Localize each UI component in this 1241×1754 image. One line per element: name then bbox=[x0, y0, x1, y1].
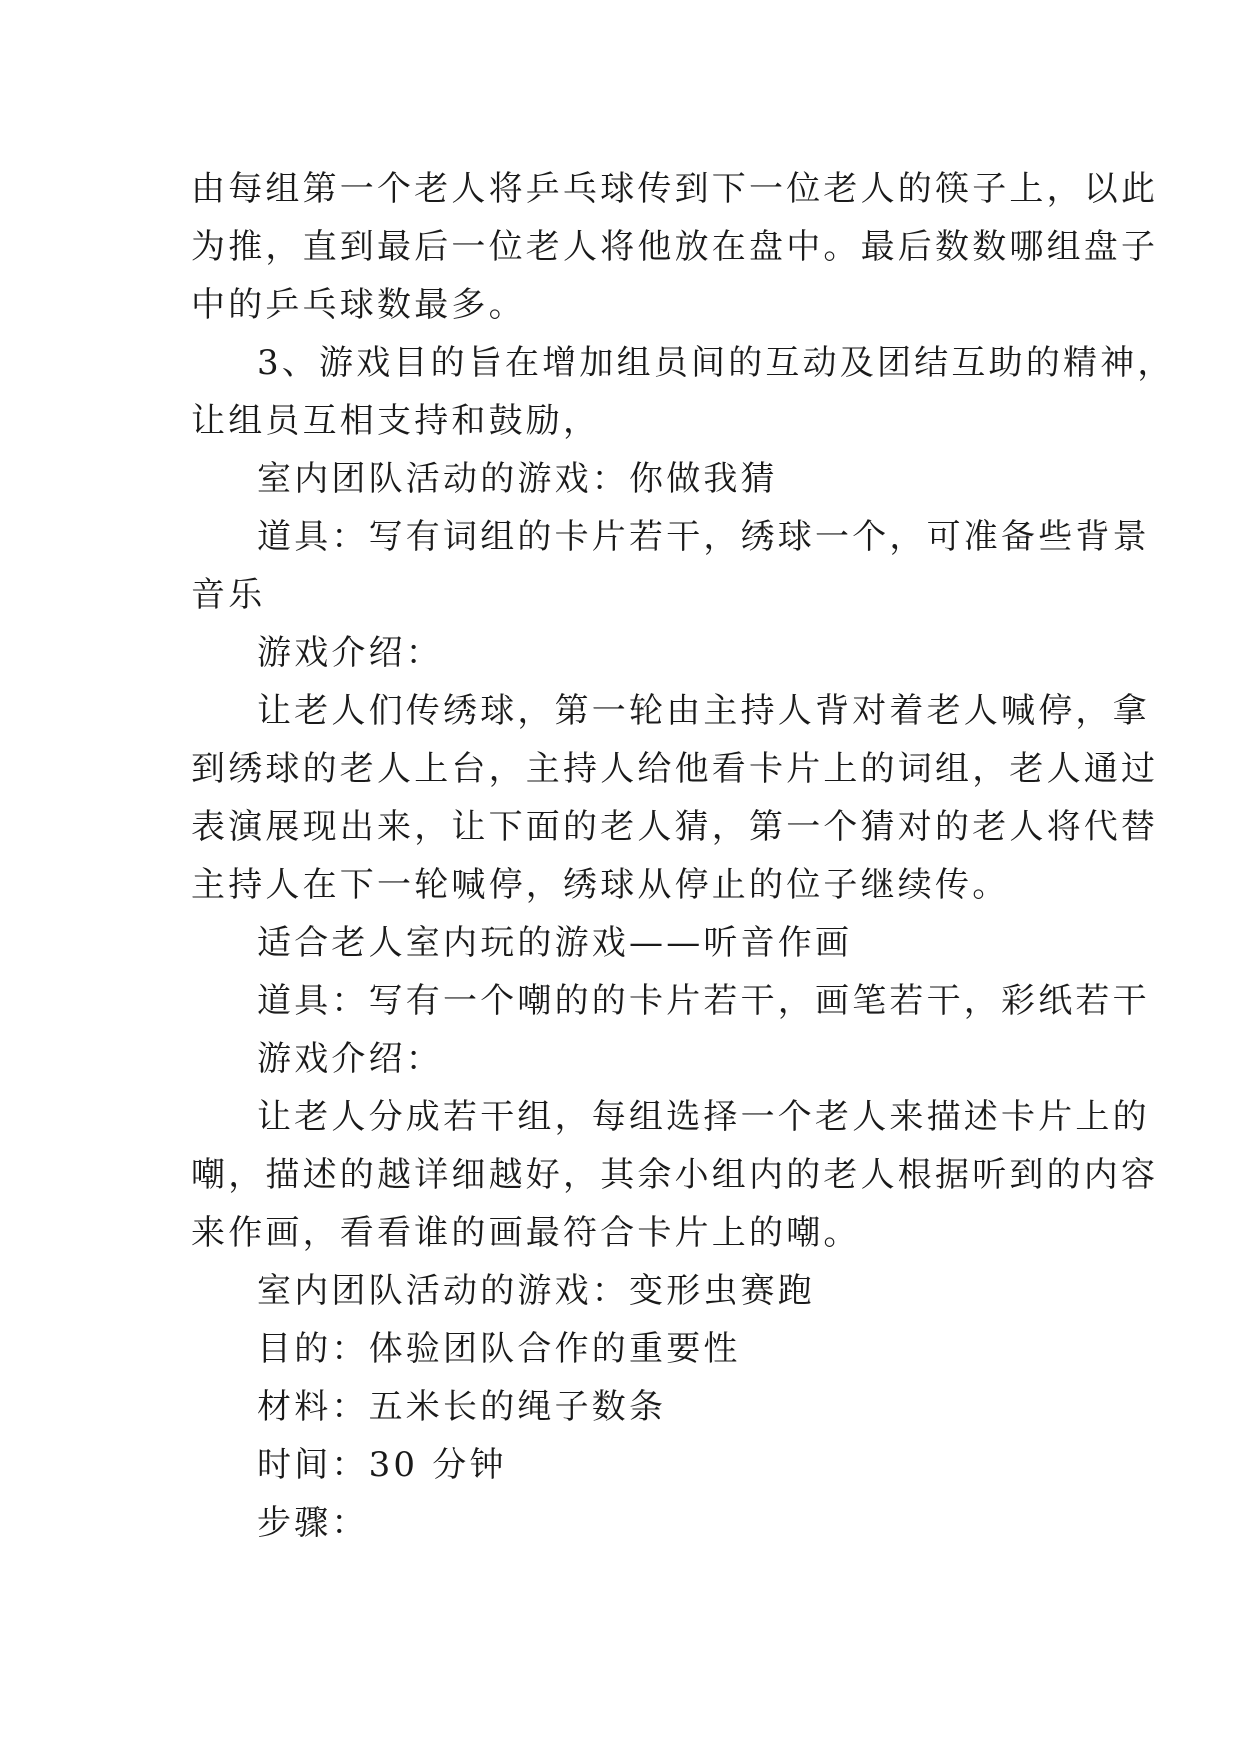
text-line: 目的：体验团队合作的重要性 bbox=[257, 1329, 741, 1369]
text-line: 让老人们传绣球，第一轮由主持人背对着老人喊停，拿 bbox=[257, 691, 1150, 731]
section-heading: 室内团队活动的游戏：你做我猜 bbox=[257, 459, 778, 499]
text-line: 到绣球的老人上台，主持人给他看卡片上的词组，老人通过 bbox=[191, 749, 1159, 789]
text-line: 为推，直到最后一位老人将他放在盘中。最后数数哪组盘子 bbox=[191, 227, 1159, 267]
text-line: 音乐 bbox=[191, 575, 266, 615]
text-line: 道具：写有一个嘲的的卡片若干，画笔若干，彩纸若干 bbox=[257, 981, 1150, 1021]
text-line: 步骤： bbox=[257, 1503, 369, 1543]
text-line: 让组员互相支持和鼓励， bbox=[191, 401, 601, 441]
section-heading: 室内团队活动的游戏：变形虫赛跑 bbox=[257, 1271, 815, 1311]
text-line: 材料：五米长的绳子数条 bbox=[257, 1387, 667, 1427]
text-line: 让老人分成若干组，每组选择一个老人来描述卡片上的 bbox=[257, 1097, 1150, 1137]
document-page bbox=[191, 160, 1175, 1552]
text-line: 由每组第一个老人将乒乓球传到下一位老人的筷子上，以此 bbox=[191, 169, 1159, 209]
text-line: 表演展现出来，让下面的老人猜，第一个猜对的老人将代替 bbox=[191, 807, 1159, 847]
text-line: 来作画，看看谁的画最符合卡片上的嘲。 bbox=[191, 1213, 861, 1253]
text-line: 3、游戏目的旨在增加组员间的互动及团结互助的精神， bbox=[257, 343, 1175, 383]
section-heading: 适合老人室内玩的游戏——听音作画 bbox=[257, 923, 853, 963]
text-line: 道具：写有词组的卡片若干，绣球一个，可准备些背景 bbox=[257, 517, 1150, 557]
text-line: 主持人在下一轮喊停，绣球从停止的位子继续传。 bbox=[191, 865, 1010, 905]
text-line: 游戏介绍： bbox=[257, 1039, 443, 1079]
text-line: 嘲，描述的越详细越好，其余小组内的老人根据听到的内容 bbox=[191, 1155, 1159, 1195]
text-line: 时间：30 分钟 bbox=[257, 1445, 507, 1485]
text-line: 中的乒乓球数最多。 bbox=[191, 285, 526, 325]
text-line: 游戏介绍： bbox=[257, 633, 443, 673]
